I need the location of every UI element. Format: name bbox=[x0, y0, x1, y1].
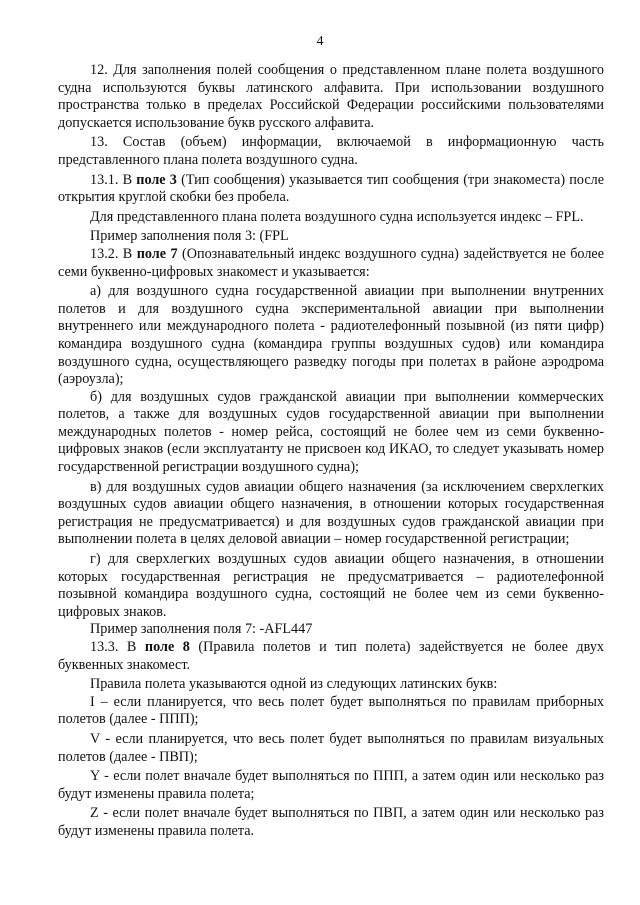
list-item-b: б) для воздушных судов гражданской авиации при выполнении коммерческих полетов, а также для воздушных судов государственной авиации при выполнении международных полетов - номер рейса, состоящий не более чем из семи буквенно-цифровых знаков (если эксплуатанту не присвоен код ИКАО, то следует указывать номер государственной регистрации воздушного судна); bbox=[58, 388, 604, 476]
paragraph-13-1-pre: 13.1. В bbox=[90, 171, 137, 188]
page-number: 4 bbox=[316, 34, 324, 49]
paragraph-13-3 bbox=[58, 639, 604, 674]
paragraph-13-3-post: (Правила полетов и тип полета) задействуется не более двух буквенных знакомест. bbox=[58, 639, 605, 673]
paragraph-13-2 bbox=[58, 246, 604, 281]
rule-z: Z - если полет вначале будет выполняться по ПВП, а затем один или несколько раз будут изменены правила полета. bbox=[58, 805, 604, 839]
paragraph-13-1 bbox=[58, 172, 604, 207]
rule-v: V - если планируется, что весь полет будет выполняться по правилам визуальных полетов (далее - ПВП); bbox=[58, 730, 604, 765]
document-body bbox=[58, 62, 604, 841]
rule-y: Y - если полет вначале будет выполняться по ППП, а затем один или несколько раз будут изменены правила полета; bbox=[58, 768, 604, 802]
paragraph-12: 12. Для заполнения полей сообщения о представленном плане полета воздушного судна используются буквы латинского алфавита. При использовании воздушного пространства только в пределах Российской Федерации российскими пользователями допускается использование букв русского алфавита. bbox=[58, 62, 604, 131]
paragraph-13-3-pre: 13.3. В bbox=[90, 639, 145, 655]
rules-intro: Правила полета указываются одной из следующих латинских букв: bbox=[90, 676, 498, 693]
field-8-label: поле 8 bbox=[144, 639, 190, 655]
paragraph-13-2-post: (Опознавательный индекс воздушного судна) задействуется не более семи буквенно-цифровых знакомест и указывается: bbox=[58, 245, 605, 280]
example-field-7: Пример заполнения поля 7: -AFL447 bbox=[90, 621, 313, 638]
paragraph-13: 13. Состав (объем) информации, включаемой в информационную часть представленного плана полета воздушного судна. bbox=[58, 134, 604, 168]
list-item-g: г) для сверхлегких воздушных судов авиации общего назначения, в отношении которых государственная регистрация не предусматривается – радиотелефонной позывной командира воздушного судна, состоящий не более чем из семи буквенно-цифровых знаков. bbox=[58, 551, 604, 620]
list-item-v: в) для воздушных судов авиации общего назначения (за исключением сверхлегких воздушных судов авиации общего назначения, в отношении которых государственная регистрация не предусматривается) и для воздушных судов гражданской авиации при выполнении полета в целях деловой авиации – номер государственной регистрации; bbox=[58, 478, 604, 548]
paragraph-13-1-index: Для представленного плана полета воздушного судна используется индекс – FPL. bbox=[90, 208, 584, 225]
rule-i: I – если планируется, что весь полет будет выполняться по правилам приборных полетов (далее - ППП); bbox=[58, 693, 604, 728]
field-7-label: поле 7 bbox=[136, 245, 178, 262]
example-field-3: Пример заполнения поля 3: (FPL bbox=[90, 228, 289, 245]
paragraph-13-2-pre: 13.2. В bbox=[90, 245, 137, 262]
paragraph-13-1-post: (Тип сообщения) указывается тип сообщения (три знакоместа) после открытия круглой скобки без пробела. bbox=[58, 171, 604, 206]
field-3-label: поле 3 bbox=[136, 171, 177, 188]
list-item-a: а) для воздушного судна государственной авиации при выполнении внутренних полетов и для воздушного судна экспериментальной авиации при выполнении внутреннего или международного полета - радиотелефонный позывной (из пяти цифр) командира воздушного судна (командира группы воздушных судов) или командира воздушного судна, осуществляющего разведку погоды при полетах в районе аэродрома (аэроузла); bbox=[58, 283, 604, 388]
